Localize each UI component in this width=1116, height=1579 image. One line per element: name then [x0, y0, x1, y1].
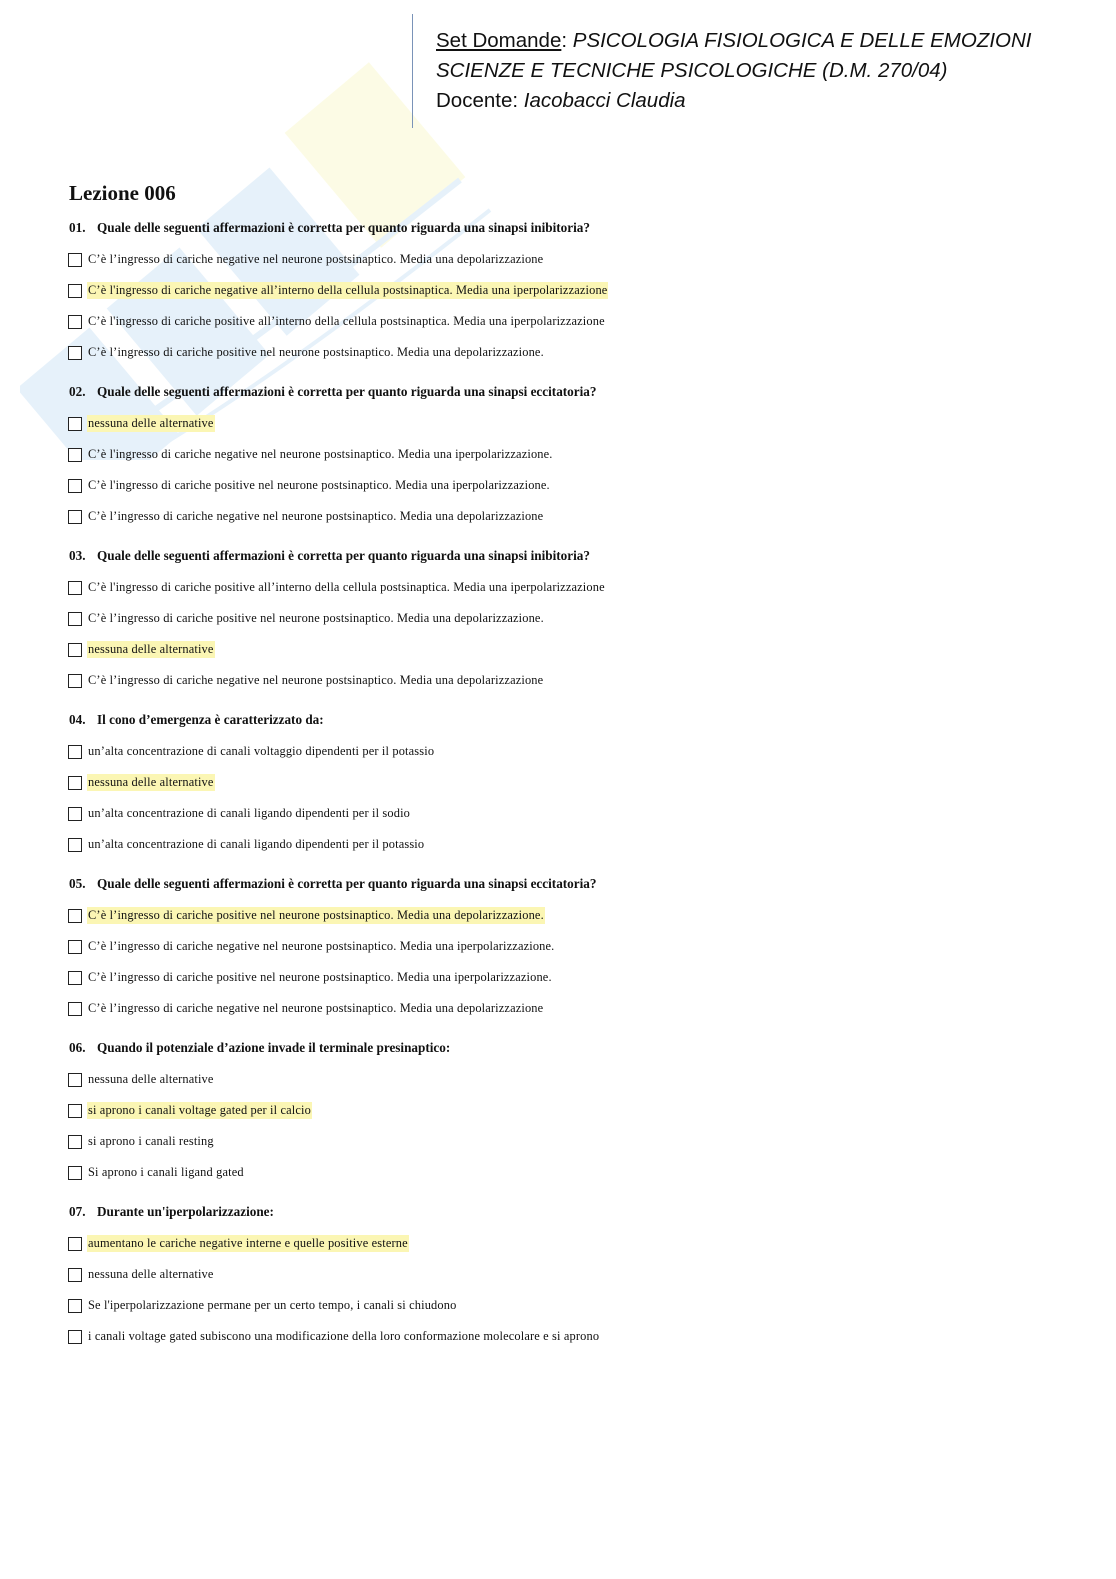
answer-text: C’è l’ingresso di cariche positive nel neurone postsinaptico. Media una iperpolarizzazione.	[88, 970, 552, 984]
question-number: 06.	[69, 1040, 86, 1055]
question-label: Durante un'iperpolarizzazione:	[97, 1204, 274, 1219]
answer-text: C’è l’ingresso di cariche negative nel neurone postsinaptico. Media una depolarizzazione	[88, 252, 544, 266]
checkbox-icon[interactable]	[68, 643, 82, 657]
answer-option[interactable]	[68, 931, 1068, 962]
answer-option[interactable]	[68, 634, 1068, 665]
answer-option[interactable]	[68, 993, 1068, 1024]
answer-option[interactable]	[68, 1095, 1068, 1126]
question-number: 01.	[69, 220, 86, 235]
question-label: Quale delle seguenti affermazioni è corretta per quanto riguarda una sinapsi eccitatoria?	[97, 384, 597, 399]
set-label: Set Domande	[436, 29, 562, 52]
checkbox-icon[interactable]	[68, 1073, 82, 1087]
answer-text: un’alta concentrazione di canali voltaggio dipendenti per il potassio	[88, 744, 435, 758]
checkbox-icon[interactable]	[68, 971, 82, 985]
checkbox-icon[interactable]	[68, 253, 82, 267]
checkbox-icon[interactable]	[68, 510, 82, 524]
checkbox-icon[interactable]	[68, 776, 82, 790]
question-label: Il cono d’emergenza è caratterizzato da:	[97, 712, 324, 727]
question-block	[68, 1202, 1068, 1352]
document-header	[436, 26, 1076, 116]
answer-text: C’è l'ingresso di cariche positive all’interno della cellula postsinaptica. Media una iperpolarizzazione	[88, 314, 605, 328]
checkbox-icon[interactable]	[68, 1237, 82, 1251]
degree-name: SCIENZE E TECNICHE PSICOLOGICHE (D.M. 270/04)	[436, 59, 948, 82]
checkbox-icon[interactable]	[68, 807, 82, 821]
question-block	[68, 710, 1068, 860]
answer-option[interactable]	[68, 244, 1068, 275]
checkbox-icon[interactable]	[68, 909, 82, 923]
checkbox-icon[interactable]	[68, 1002, 82, 1016]
checkbox-icon[interactable]	[68, 612, 82, 626]
question-block	[68, 546, 1068, 696]
answer-option[interactable]	[68, 501, 1068, 532]
answer-text-highlighted: si aprono i canali voltage gated per il calcio	[88, 1103, 311, 1117]
checkbox-icon[interactable]	[68, 346, 82, 360]
question-list	[68, 218, 1068, 1352]
question-block	[68, 218, 1068, 368]
checkbox-icon[interactable]	[68, 417, 82, 431]
answer-option[interactable]	[68, 470, 1068, 501]
answer-text-highlighted: nessuna delle alternative	[88, 416, 214, 430]
answer-option[interactable]	[68, 1259, 1068, 1290]
checkbox-icon[interactable]	[68, 1104, 82, 1118]
answer-option[interactable]	[68, 1157, 1068, 1188]
set-colon: :	[561, 29, 573, 52]
teacher-name: Iacobacci Claudia	[523, 89, 686, 112]
answer-option[interactable]	[68, 829, 1068, 860]
question-label: Quale delle seguenti affermazioni è corretta per quanto riguarda una sinapsi inibitoria?	[97, 220, 590, 235]
course-name: PSICOLOGIA FISIOLOGICA E DELLE EMOZIONI	[572, 29, 1032, 52]
checkbox-icon[interactable]	[68, 674, 82, 688]
checkbox-icon[interactable]	[68, 940, 82, 954]
answer-option[interactable]	[68, 900, 1068, 931]
answer-text: Se l'iperpolarizzazione permane per un certo tempo, i canali si chiudono	[88, 1298, 457, 1312]
answer-text: C’è l'ingresso di cariche negative nel neurone postsinaptico. Media una iperpolarizzazione.	[88, 447, 553, 461]
answer-text: C’è l’ingresso di cariche negative nel neurone postsinaptico. Media una iperpolarizzazione.	[88, 939, 555, 953]
answer-text-highlighted: aumentano le cariche negative interne e quelle positive esterne	[88, 1236, 408, 1250]
page-top-mark	[540, 1, 580, 5]
checkbox-icon[interactable]	[68, 838, 82, 852]
answer-option[interactable]	[68, 275, 1068, 306]
answer-option[interactable]	[68, 736, 1068, 767]
answer-option[interactable]	[68, 1228, 1068, 1259]
question-block	[68, 1038, 1068, 1188]
answer-text: C’è l’ingresso di cariche positive nel neurone postsinaptico. Media una depolarizzazione.	[88, 611, 544, 625]
answer-text-highlighted: C’è l'ingresso di cariche negative all’interno della cellula postsinaptica. Media una iperpolarizzazione	[88, 283, 608, 297]
teacher-line	[436, 86, 1076, 116]
teacher-label: Docente:	[436, 89, 524, 112]
question-block	[68, 874, 1068, 1024]
answer-text: C’è l’ingresso di cariche negative nel neurone postsinaptico. Media una depolarizzazione	[88, 673, 544, 687]
answer-option[interactable]	[68, 337, 1068, 368]
checkbox-icon[interactable]	[68, 1299, 82, 1313]
checkbox-icon[interactable]	[68, 479, 82, 493]
answer-option[interactable]	[68, 798, 1068, 829]
header-divider	[412, 14, 413, 128]
answer-text: un’alta concentrazione di canali ligando dipendenti per il potassio	[88, 837, 425, 851]
answer-option[interactable]	[68, 572, 1068, 603]
checkbox-icon[interactable]	[68, 1268, 82, 1282]
answer-text: C’è l'ingresso di cariche positive all’interno della cellula postsinaptica. Media una iperpolarizzazione	[88, 580, 605, 594]
question-text	[69, 218, 1068, 238]
question-label: Quale delle seguenti affermazioni è corretta per quanto riguarda una sinapsi eccitatoria?	[97, 876, 597, 891]
answer-option[interactable]	[68, 962, 1068, 993]
question-text	[69, 1202, 1068, 1222]
answer-option[interactable]	[68, 306, 1068, 337]
course-line	[436, 26, 1076, 56]
answer-text: nessuna delle alternative	[88, 1072, 214, 1086]
answer-text: Si aprono i canali ligand gated	[88, 1165, 244, 1179]
answer-text-highlighted: nessuna delle alternative	[88, 775, 214, 789]
answer-option[interactable]	[68, 1064, 1068, 1095]
answer-text-highlighted: C’è l’ingresso di cariche positive nel neurone postsinaptico. Media una depolarizzazione.	[88, 908, 544, 922]
checkbox-icon[interactable]	[68, 745, 82, 759]
answer-option[interactable]	[68, 1126, 1068, 1157]
answer-option[interactable]	[68, 665, 1068, 696]
checkbox-icon[interactable]	[68, 315, 82, 329]
answer-option[interactable]	[68, 767, 1068, 798]
answer-text: i canali voltage gated subiscono una modificazione della loro conformazione molecolare e si aprono	[88, 1329, 600, 1343]
question-number: 02.	[69, 384, 86, 399]
answer-option[interactable]	[68, 439, 1068, 470]
checkbox-icon[interactable]	[68, 284, 82, 298]
question-block	[68, 382, 1068, 532]
quiz-content	[68, 178, 1068, 1366]
question-label: Quando il potenziale d’azione invade il terminale presinaptico:	[97, 1040, 451, 1055]
checkbox-icon[interactable]	[68, 1135, 82, 1149]
question-number: 04.	[69, 712, 86, 727]
question-number: 07.	[69, 1204, 86, 1219]
answer-text: un’alta concentrazione di canali ligando dipendenti per il sodio	[88, 806, 411, 820]
answer-text: nessuna delle alternative	[88, 1267, 214, 1281]
checkbox-icon[interactable]	[68, 1166, 82, 1180]
checkbox-icon[interactable]	[68, 1330, 82, 1344]
question-label: Quale delle seguenti affermazioni è corretta per quanto riguarda una sinapsi inibitoria?	[97, 548, 590, 563]
question-text	[69, 546, 1068, 566]
answer-option[interactable]	[68, 1321, 1068, 1352]
question-text	[69, 382, 1068, 402]
lesson-title: Lezione 006	[69, 181, 176, 205]
answer-text: C’è l’ingresso di cariche negative nel neurone postsinaptico. Media una depolarizzazione	[88, 1001, 544, 1015]
answer-text: si aprono i canali resting	[88, 1134, 214, 1148]
answer-option[interactable]	[68, 408, 1068, 439]
checkbox-icon[interactable]	[68, 448, 82, 462]
checkbox-icon[interactable]	[68, 581, 82, 595]
answer-text: C’è l'ingresso di cariche positive nel neurone postsinaptico. Media una iperpolarizzazione.	[88, 478, 550, 492]
answer-text-highlighted: nessuna delle alternative	[88, 642, 214, 656]
answer-option[interactable]	[68, 1290, 1068, 1321]
question-text	[69, 874, 1068, 894]
answer-text: C’è l’ingresso di cariche positive nel neurone postsinaptico. Media una depolarizzazione.	[88, 345, 544, 359]
question-number: 03.	[69, 548, 86, 563]
question-number: 05.	[69, 876, 86, 891]
answer-option[interactable]	[68, 603, 1068, 634]
answer-text: C’è l’ingresso di cariche negative nel neurone postsinaptico. Media una depolarizzazione	[88, 509, 544, 523]
question-text	[69, 710, 1068, 730]
question-text	[69, 1038, 1068, 1058]
